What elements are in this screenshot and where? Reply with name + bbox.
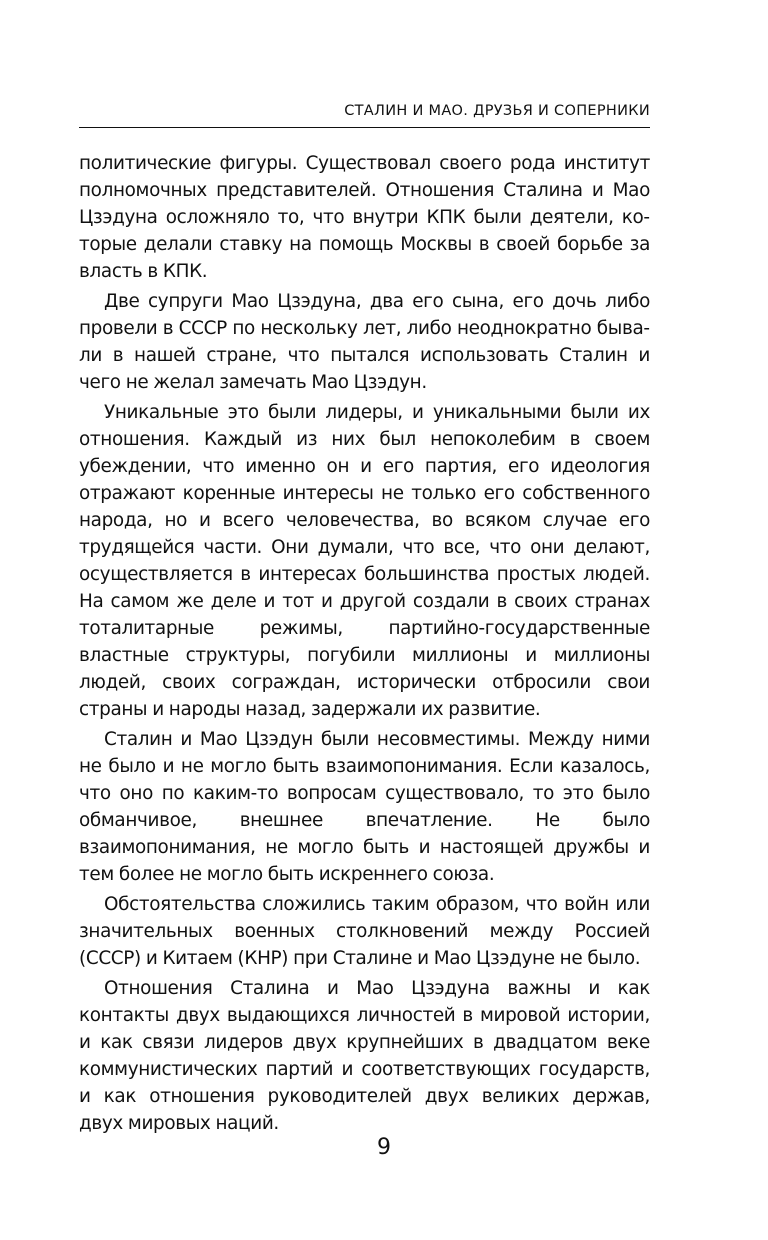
paragraph-6: Отношения Сталина и Мао Цзэдуна важны и как контакты двух выдающихся личностей в мировой истории, и как связи лидеров двух крупнейших в двадцатом веке коммунистических партий и соответствующих государств, и как отношения руководителей двух великих держав, двух мировых наций. [79, 978, 650, 1134]
body-text [79, 150, 650, 1137]
paragraph-3: Уникальные это были лидеры, и уникальными были их отношения. Каждый из них был непоколебим в своем убеждении, что именно он и его партия, его идеология отражают коренные интересы не только его собственного народа, но и всего человечества, во всяком случае его трудящейся части. Они думали, что все, что они делают, осуществляется в интересах большинства простых людей. На самом же деле и тот и другой создали в своих странах тоталитарные режимы, партийно-государственные властные структуры, погубили миллионы и миллионы людей, своих сограждан, исторически отбросили свои страны и народы назад, задержали их развитие. [79, 402, 650, 720]
running-header: СТАЛИН И МАО. ДРУЗЬЯ И СОПЕРНИКИ [344, 103, 650, 119]
paragraph-4: Сталин и Мао Цзэдун были несовместимы. Между ними не было и не могло быть взаимопонимания. Если казалось, что оно по каким-то вопросам существовало, то это было обманчивое, внешнее впечатление. Не было взаимопонимания, не могло быть и настоящей дружбы и тем более не могло быть искреннего союза. [79, 729, 650, 885]
paragraph-1: политические фигуры. Существовал своего рода институт полномочных представителей. Отношения Сталина и Мао Цзэдуна осложняло то, что внутри КПК были деятели, которые делали ставку на помощь Москвы в своей борьбе за власть в КПК. [79, 153, 650, 282]
page-number: 9 [377, 1135, 391, 1160]
paragraph-2: Две супруги Мао Цзэдуна, два его сына, его дочь либо провели в СССР по нескольку лет, либо неоднократно бывали в нашей стране, что пытался использовать Сталин и чего не желал замечать Мао Цзэдун. [79, 291, 650, 393]
paragraph-5: Обстоятельства сложились таким образом, что войн или значительных военных столкновений между Россией (СССР) и Китаем (КНР) при Сталине и Мао Цзэдуне не было. [79, 894, 650, 969]
header-divider [79, 127, 650, 128]
